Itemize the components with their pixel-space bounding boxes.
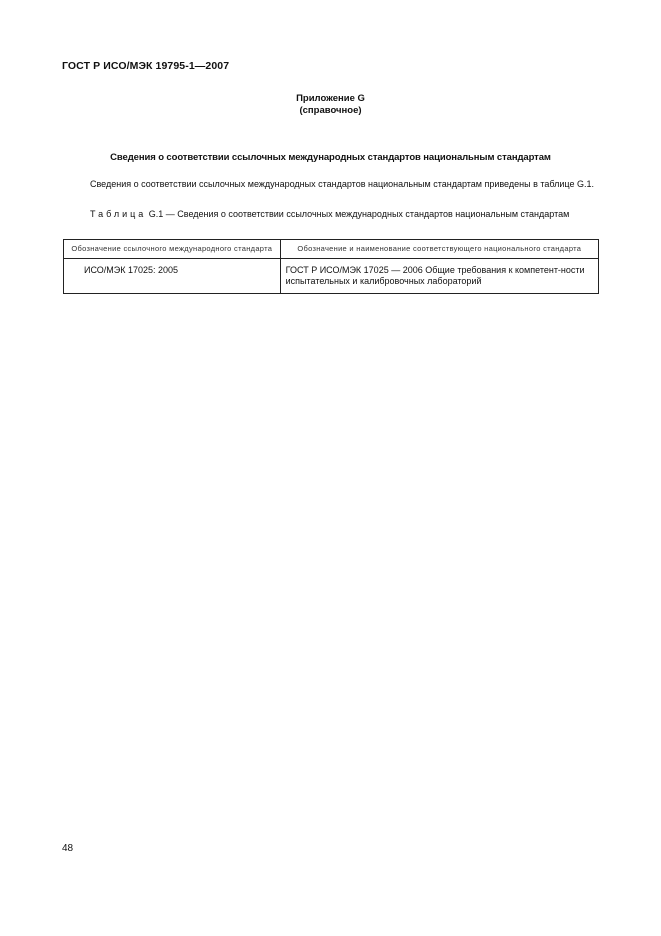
section-title: Сведения о соответствии ссылочных международных стандартов национальным стандартам: [110, 152, 551, 163]
cell-national-standard: ГОСТ Р ИСО/МЭК 17025 — 2006 Общие требования к компетент-ности испытательных и калибровочных лабораторий: [280, 259, 598, 294]
correspondence-table: [63, 239, 599, 294]
table-caption-text: G.1 — Сведения о соответствии ссылочных международных стандартов национальным стандартам: [146, 209, 570, 219]
table-caption-word: Таблица: [90, 209, 147, 219]
appendix-type: (справочное): [299, 105, 362, 116]
header-international-standard: Обозначение ссылочного международного стандарта: [64, 240, 281, 259]
cell-international-standard: ИСО/МЭК 17025: 2005: [64, 259, 281, 294]
page-number: 48: [62, 843, 74, 854]
appendix-title: Приложение G: [296, 93, 365, 104]
standard-code-header: ГОСТ Р ИСО/МЭК 19795-1—2007: [62, 60, 230, 72]
intro-paragraph: Сведения о соответствии ссылочных международных стандартов национальным стандартам приведены в таблице G.1.: [90, 179, 594, 189]
table-caption: [62, 209, 599, 220]
table-row: [64, 259, 599, 294]
table-header-row: [64, 240, 599, 259]
header-national-standard: Обозначение и наименование соответствующего национального стандарта: [280, 240, 598, 259]
appendix-heading: [0, 93, 661, 117]
